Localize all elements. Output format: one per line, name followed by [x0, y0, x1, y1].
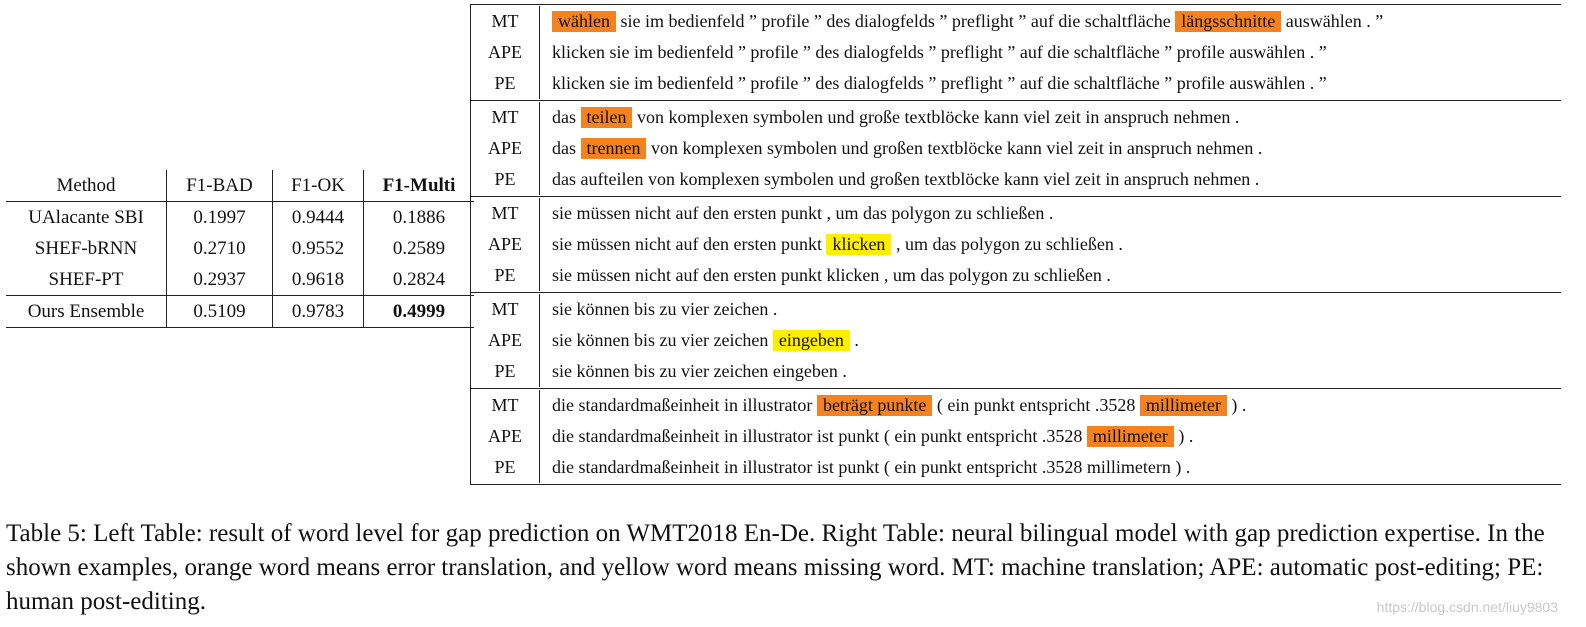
sentence	[540, 107, 1239, 128]
sentence-segment: sie können bis zu vier zeichen eingeben .	[552, 361, 847, 381]
sentence-segment: .	[849, 330, 859, 350]
f1-multi-value: 0.4999	[364, 296, 475, 328]
f1-bad-value: 0.2937	[167, 264, 273, 296]
sentence-segment: die standardmaßeinheit in illustrator	[552, 395, 817, 415]
sentence-segment: , um das polygon zu schließen .	[891, 234, 1123, 254]
row-label: PE	[471, 164, 540, 195]
sentence-segment: von komplexen symbolen und große textblöcke kann viel zeit in anspruch nehmen .	[632, 107, 1240, 127]
sentence	[540, 42, 1327, 63]
method-name: SHEF-bRNN	[34, 237, 138, 259]
sentence	[540, 265, 1111, 286]
example-row	[471, 164, 1561, 195]
results-header-row	[6, 170, 474, 202]
header-method: Method	[6, 170, 167, 202]
example-row	[471, 325, 1561, 356]
example-group	[471, 5, 1561, 101]
table-caption: Table 5: Left Table: result of word level for gap prediction on WMT2018 En-De. Right Table: neural bilingual model with gap prediction expertise. In the shown examples, orange word means error translation, and yellow word means missing word. MT: machine translation; APE: automatic post-editing; PE: human post-editing.	[6, 520, 1545, 615]
f1-multi-value: 0.2589	[364, 233, 475, 264]
f1-multi-value: 0.1886	[364, 202, 475, 234]
example-group	[471, 389, 1561, 484]
example-row	[471, 294, 1561, 325]
row-label: APE	[471, 133, 540, 164]
sentence	[540, 330, 859, 351]
header-f1-ok: F1-OK	[273, 170, 364, 202]
sentence-segment: sie können bis zu vier zeichen	[552, 330, 773, 350]
f1-ok-value: 0.9783	[273, 296, 364, 328]
results-table	[6, 170, 474, 328]
row-label: PE	[471, 452, 540, 483]
example-row	[471, 229, 1561, 260]
example-group	[471, 293, 1561, 389]
watermark: https://blog.csdn.net/liuy9803	[1376, 599, 1558, 615]
example-row	[471, 356, 1561, 387]
row-label: PE	[471, 356, 540, 387]
example-group	[471, 197, 1561, 293]
table-row	[6, 296, 474, 328]
f1-ok-value: 0.9552	[273, 233, 364, 264]
error-word-highlight: längsschnitte	[1175, 11, 1281, 32]
f1-bad-value: 0.2710	[167, 233, 273, 264]
example-row	[471, 37, 1561, 68]
sentence-segment: sie müssen nicht auf den ersten punkt , um das polygon zu schließen .	[552, 203, 1054, 223]
sentence-segment: auswählen . ”	[1281, 11, 1384, 31]
sentence	[540, 234, 1123, 255]
error-word-highlight: millimeter	[1140, 395, 1227, 416]
sentence-segment: sie können bis zu vier zeichen .	[552, 299, 778, 319]
sentence	[540, 299, 777, 320]
examples-table	[470, 4, 1561, 485]
f1-ok-value: 0.9444	[273, 202, 364, 234]
row-label: MT	[471, 294, 540, 325]
sentence-segment: klicken sie im bedienfeld ” profile ” des dialogfelds ” preflight ” auf die schaltfläche ” profile auswählen . ”	[552, 42, 1327, 62]
row-label: PE	[471, 260, 540, 291]
example-row	[471, 6, 1561, 37]
header-f1-bad: F1-BAD	[167, 170, 273, 202]
row-label: APE	[471, 325, 540, 356]
f1-multi-value: 0.2824	[364, 264, 475, 296]
sentence-segment: klicken sie im bedienfeld ” profile ” des dialogfelds ” preflight ” auf die schaltfläche ” profile auswählen . ”	[552, 73, 1327, 93]
sentence	[540, 11, 1383, 32]
sentence	[540, 361, 847, 382]
row-label: MT	[471, 198, 540, 229]
f1-bad-value: 0.1997	[167, 202, 273, 234]
sentence-segment: das	[552, 107, 581, 127]
f1-bad-value: 0.5109	[167, 296, 273, 328]
example-row	[471, 198, 1561, 229]
sentence-segment: ) .	[1173, 426, 1194, 446]
method-name: SHEF-PT	[48, 268, 124, 290]
sentence	[540, 426, 1193, 447]
sentence	[540, 457, 1190, 478]
row-label: MT	[471, 6, 540, 37]
example-row	[471, 452, 1561, 483]
missing-word-highlight: klicken	[826, 234, 891, 255]
sentence-segment: die standardmaßeinheit in illustrator ist punkt ( ein punkt entspricht .3528	[552, 426, 1087, 446]
error-word-highlight: millimeter	[1087, 426, 1174, 447]
sentence-segment: von komplexen symbolen und großen textblöcke kann viel zeit in anspruch nehmen .	[646, 138, 1263, 158]
table-row	[6, 264, 474, 296]
sentence-segment: das	[552, 138, 581, 158]
sentence-segment: sie im bedienfeld ” profile ” des dialogfelds ” preflight ” auf die schaltfläche	[615, 11, 1176, 31]
sentence	[540, 138, 1262, 159]
row-label: PE	[471, 68, 540, 99]
example-row	[471, 421, 1561, 452]
sentence-segment: sie müssen nicht auf den ersten punkt	[552, 234, 827, 254]
row-label: APE	[471, 37, 540, 68]
missing-word-highlight: eingeben	[773, 330, 850, 351]
row-label: MT	[471, 390, 540, 421]
example-row	[471, 102, 1561, 133]
table-row	[6, 202, 474, 234]
row-label: APE	[471, 421, 540, 452]
example-row	[471, 390, 1561, 421]
sentence	[540, 169, 1259, 190]
example-row	[471, 68, 1561, 99]
error-word-highlight: trennen	[581, 138, 647, 159]
sentence-segment: das aufteilen von komplexen symbolen und großen textblöcke kann viel zeit in anspruch nehmen .	[552, 169, 1260, 189]
sentence	[540, 203, 1053, 224]
method-name: UAlacante SBI	[28, 206, 144, 228]
sentence-segment: ( ein punkt entspricht .3528	[932, 395, 1140, 415]
example-group	[471, 101, 1561, 197]
error-word-highlight: wählen	[552, 11, 616, 32]
f1-ok-value: 0.9618	[273, 264, 364, 296]
error-word-highlight: beträgt punkte	[817, 395, 932, 416]
example-row	[471, 133, 1561, 164]
sentence	[540, 73, 1327, 94]
error-word-highlight: teilen	[581, 107, 633, 128]
example-row	[471, 260, 1561, 291]
sentence-segment: ) .	[1226, 395, 1247, 415]
table-row	[6, 233, 474, 264]
header-f1-multi: F1-Multi	[364, 170, 475, 202]
sentence-segment: die standardmaßeinheit in illustrator ist punkt ( ein punkt entspricht .3528 millimetern ) .	[552, 457, 1191, 477]
row-label: APE	[471, 229, 540, 260]
row-label: MT	[471, 102, 540, 133]
method-name: Ours Ensemble	[6, 296, 167, 328]
sentence-segment: sie müssen nicht auf den ersten punkt klicken , um das polygon zu schließen .	[552, 265, 1111, 285]
sentence	[540, 395, 1246, 416]
